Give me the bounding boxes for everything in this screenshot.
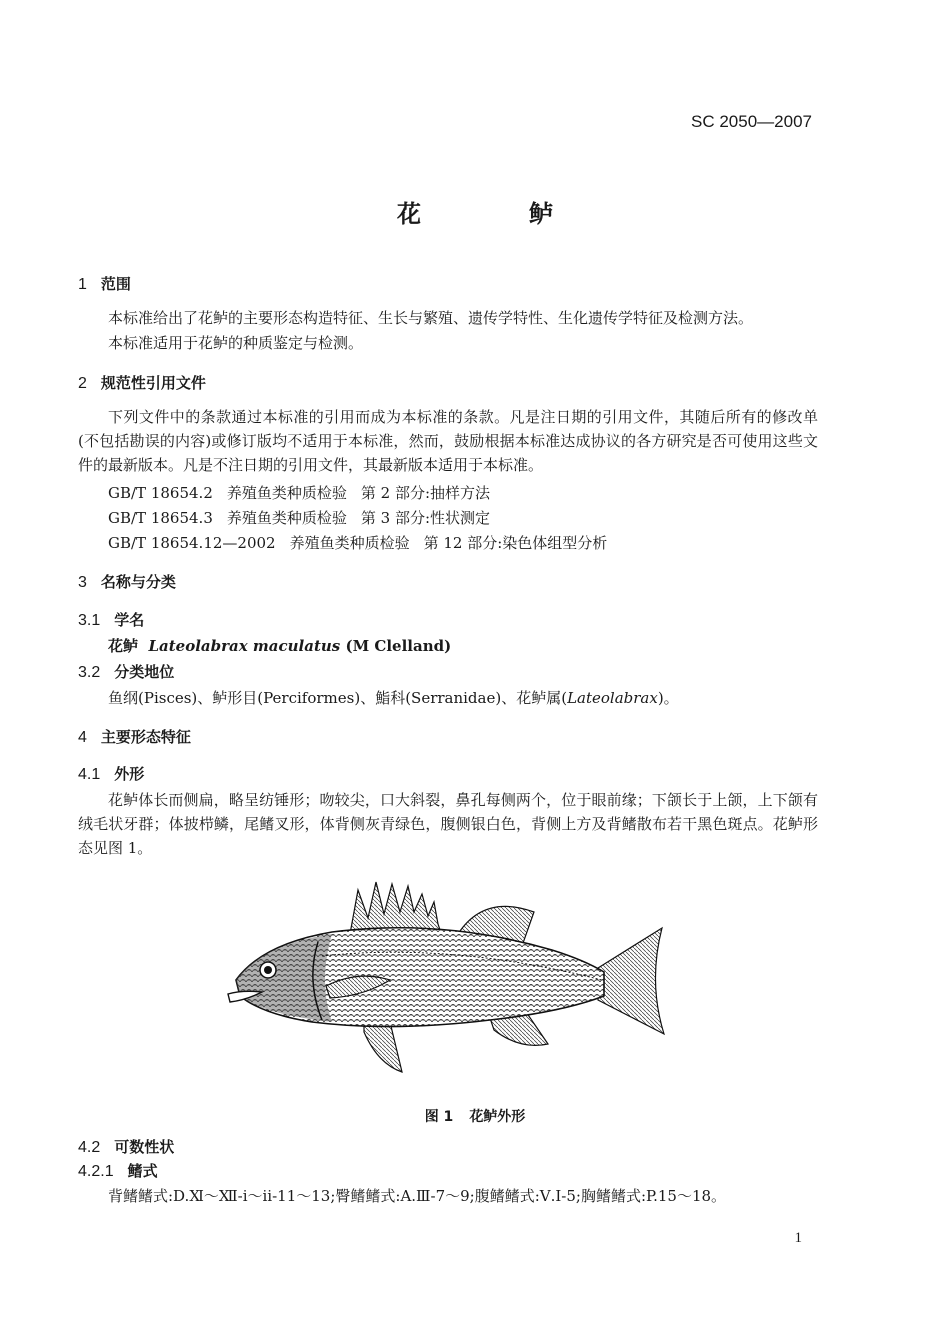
section-number: 4.2.1 — [78, 1163, 114, 1180]
subsection-3-1-heading — [78, 609, 144, 630]
reference-code: GB/T 18654.2 — [108, 484, 213, 502]
figure-label: 图 1 — [424, 1109, 454, 1125]
taxonomy-part: 鱼纲(Pisces)、鲈形目(Perciformes)、鮨科(Serranidae)、花鲈属( — [108, 689, 568, 707]
section-title: 主要形态特征 — [100, 728, 191, 746]
subsection-3-2-heading — [78, 661, 174, 682]
figure-title: 花鲈外形 — [469, 1109, 526, 1125]
reference-part: 第 2 部分:抽样方法 — [360, 484, 491, 502]
section-number: 3 — [78, 574, 87, 591]
scientific-name — [108, 634, 451, 658]
section-title: 名称与分类 — [100, 573, 176, 591]
section-title: 学名 — [114, 611, 145, 629]
document-title: 花 鲈 — [397, 200, 595, 228]
reference-name: 养殖鱼类种质检验 — [226, 509, 347, 527]
section-number: 4 — [78, 729, 87, 746]
section-title: 规范性引用文件 — [100, 374, 206, 392]
section-number: 4.2 — [78, 1139, 101, 1156]
figure-caption — [0, 1106, 950, 1126]
reference-name: 养殖鱼类种质检验 — [226, 484, 347, 502]
chinese-name: 花鲈 — [108, 637, 139, 655]
section-number: 1 — [78, 276, 87, 293]
reference-part: 第 12 部分:染色体组型分析 — [423, 534, 608, 552]
fish-illustration — [222, 872, 670, 1094]
section-title: 可数性状 — [114, 1138, 175, 1156]
reference-code: GB/T 18654.3 — [108, 509, 213, 527]
standard-number: SC 2050—2007 — [691, 112, 812, 131]
section-title: 鳍式 — [127, 1162, 158, 1180]
reference-item — [108, 507, 504, 528]
section-number: 3.2 — [78, 664, 101, 681]
subsection-4-2-heading — [78, 1136, 174, 1157]
author-name: (M Clelland) — [345, 637, 452, 655]
latin-name: Lateolabrax maculatus — [148, 637, 341, 655]
section-1-heading — [78, 273, 131, 294]
genus-name: Lateolabrax — [567, 689, 658, 707]
subsection-4-1-heading — [78, 763, 144, 784]
section-4-heading — [78, 726, 191, 747]
section-title: 分类地位 — [114, 663, 175, 681]
paragraph: 本标准给出了花鲈的主要形态构造特征、生长与繁殖、遗传学特性、生化遗传学特征及检测方法。 — [108, 309, 754, 327]
subsection-4-2-1-heading — [78, 1160, 158, 1181]
reference-code: GB/T 18654.12—2002 — [108, 534, 276, 552]
section-number: 3.1 — [78, 612, 101, 629]
paragraph: 花鲈体长而侧扁，略呈纺锤形；吻较尖，口大斜裂，鼻孔每侧两个，位于眼前缘；下颌长于上颌，上下颌有绒毛状牙群；体披栉鳞，尾鳍叉形，体背侧灰青绿色，腹侧银白色，背侧上方及背鳍散布若干黑色斑点。花鲈形态见图 1。 — [78, 791, 818, 857]
paragraph: 下列文件中的条款通过本标准的引用而成为本标准的条款。凡是注日期的引用文件，其随后所有的修改单(不包括勘误的内容)或修订版均不适用于本标准，然而，鼓励根据本标准达成协议的各方研究是否可使用这些文件的最新版本。凡是不注日期的引用文件，其最新版本适用于本标准。 — [78, 408, 818, 474]
reference-part: 第 3 部分:性状测定 — [360, 509, 491, 527]
reference-item — [108, 532, 621, 553]
reference-item — [108, 482, 504, 503]
paragraph: 背鳍鳍式:D.Ⅺ～Ⅻ-ⅰ～ⅱ-11～13;臀鳍鳍式:A.Ⅲ-7～9;腹鳍鳍式:Ⅴ.Ⅰ-5;胸鳍鳍式:P.15～18。 — [108, 1187, 727, 1205]
section-3-heading — [78, 571, 176, 592]
section-2-heading — [78, 372, 206, 393]
section-title: 范围 — [100, 275, 131, 293]
taxonomy-text — [108, 686, 679, 710]
section-title: 外形 — [114, 765, 145, 783]
reference-name: 养殖鱼类种质检验 — [289, 534, 410, 552]
section-number: 4.1 — [78, 766, 101, 783]
section-number: 2 — [78, 375, 87, 392]
taxonomy-part: )。 — [657, 689, 679, 707]
page-number: 1 — [794, 1230, 802, 1246]
paragraph: 本标准适用于花鲈的种质鉴定与检测。 — [108, 334, 364, 352]
